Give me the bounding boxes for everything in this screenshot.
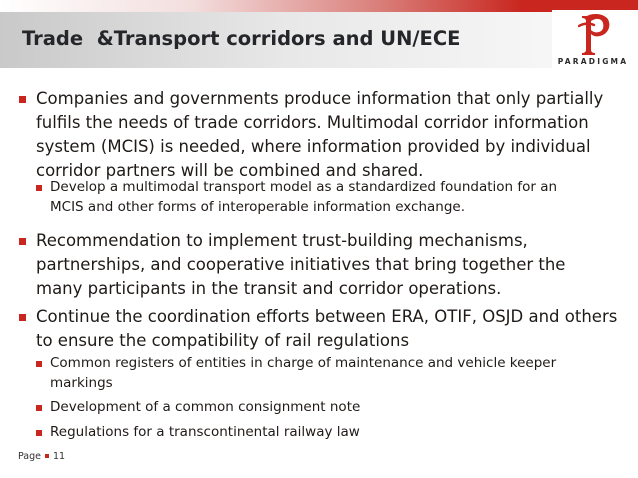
bullet-line: MCIS and other forms of interoperable information exchange.: [50, 199, 465, 215]
sub-bullet-item: [50, 397, 360, 417]
paradigma-logo: [552, 10, 638, 72]
bullet-marker: [19, 314, 26, 321]
bullet-line: partnerships, and cooperative initiatives that bring together the: [36, 255, 566, 274]
bullet-line: many participants in the transit and corridor operations.: [36, 279, 502, 298]
bullet-line: Continue the coordination efforts between ERA, OTIF, OSJD and others: [36, 307, 618, 326]
top-accent-bar: [0, 0, 638, 12]
sub-bullet-item: [50, 353, 556, 393]
bullet-line: markings: [50, 375, 113, 391]
paradigma-p-icon: [578, 12, 612, 56]
sub-bullet-marker: [36, 430, 42, 436]
bullet-marker: [19, 238, 26, 245]
bullet-line: Regulations for a transcontinental railway law: [50, 424, 360, 440]
sub-bullet-marker: [36, 405, 42, 411]
page-label: Page: [18, 451, 41, 462]
bullet-item: [36, 87, 603, 183]
bullet-item: [36, 229, 565, 301]
bullet-line: Develop a multimodal transport model as a standardized foundation for an: [50, 179, 558, 195]
bullet-line: to ensure the compatibility of rail regulations: [36, 331, 410, 350]
sub-bullet-item: [50, 177, 557, 217]
bullet-line: corridor partners will be combined and shared.: [36, 161, 424, 180]
bullet-line: Development of a common consignment note: [50, 399, 361, 415]
bullet-line: Companies and governments produce information that only partially: [36, 89, 604, 108]
bullet-marker: [19, 96, 26, 103]
bullet-line: fulfils the needs of trade corridors. Multimodal corridor information: [36, 113, 589, 132]
page-footer: [18, 451, 65, 463]
sub-bullet-item: [50, 422, 360, 442]
bullet-item: [36, 305, 617, 353]
page-separator: [45, 454, 49, 458]
sub-bullet-marker: [36, 361, 42, 367]
sub-bullet-marker: [36, 185, 42, 191]
slide-title: Trade &Transport corridors and UN/ECE: [22, 27, 461, 50]
bullet-line: system (MCIS) is needed, where information provided by individual: [36, 137, 591, 156]
page-number: 11: [53, 451, 66, 462]
logo-wordmark: PARADIGMA: [557, 57, 629, 66]
bullet-line: Recommendation to implement trust-building mechanisms,: [36, 231, 528, 250]
bullet-line: Common registers of entities in charge of maintenance and vehicle keeper: [50, 355, 557, 371]
